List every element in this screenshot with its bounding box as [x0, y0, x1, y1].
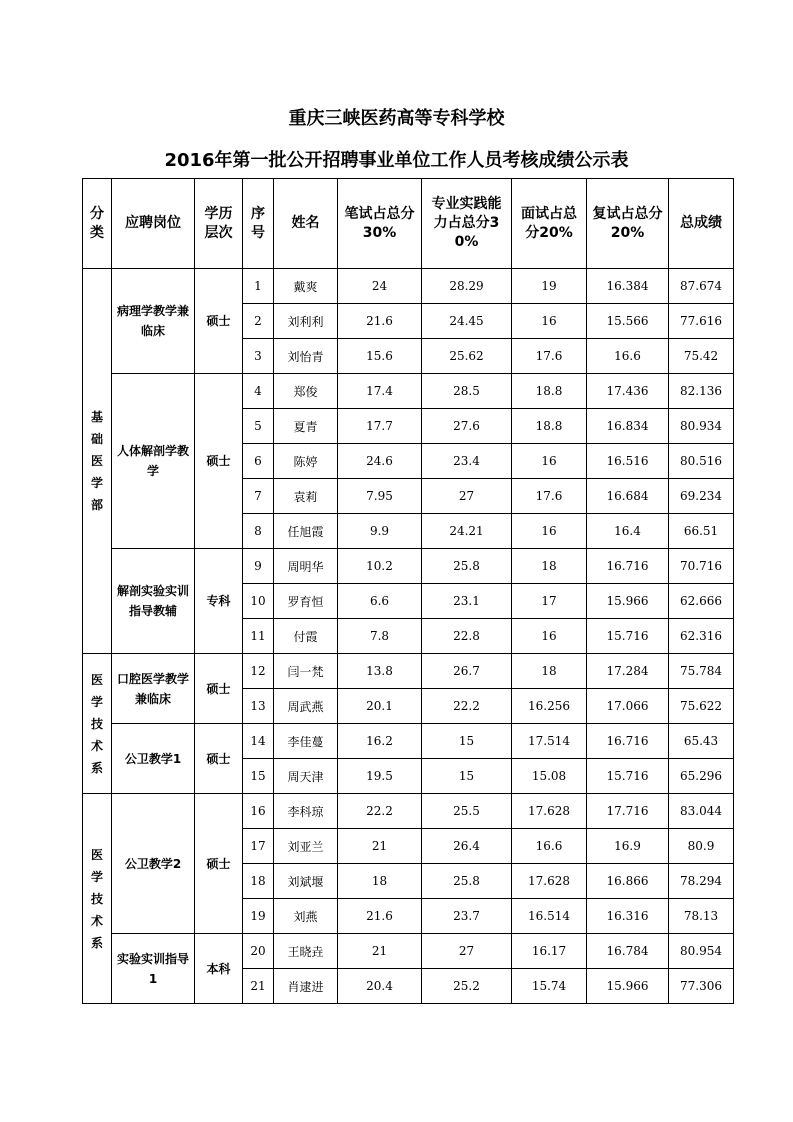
- retest-cell: 17.284: [587, 654, 669, 689]
- name-cell: 周武燕: [274, 689, 338, 724]
- interview-cell: 16.6: [512, 829, 587, 864]
- seq-cell: 21: [243, 969, 274, 1004]
- interview-cell: 16.256: [512, 689, 587, 724]
- table-row: [83, 794, 734, 829]
- written-cell: 20.4: [338, 969, 422, 1004]
- practice-cell: 23.7: [422, 899, 512, 934]
- retest-cell: 17.716: [587, 794, 669, 829]
- name-cell: 付霞: [274, 619, 338, 654]
- interview-cell: 16: [512, 304, 587, 339]
- position-cell: 实验实训指导1: [112, 934, 195, 1004]
- written-cell: 9.9: [338, 514, 422, 549]
- education-cell: 硕士: [195, 654, 243, 724]
- practice-cell: 25.2: [422, 969, 512, 1004]
- name-cell: 刘亚兰: [274, 829, 338, 864]
- written-cell: 24.6: [338, 444, 422, 479]
- interview-cell: 17.514: [512, 724, 587, 759]
- seq-cell: 4: [243, 374, 274, 409]
- total-cell: 80.516: [669, 444, 734, 479]
- retest-cell: 16.684: [587, 479, 669, 514]
- practice-cell: 27: [422, 479, 512, 514]
- practice-cell: 28.5: [422, 374, 512, 409]
- practice-cell: 24.45: [422, 304, 512, 339]
- practice-cell: 15: [422, 759, 512, 794]
- table-row: [83, 374, 734, 409]
- interview-cell: 16.514: [512, 899, 587, 934]
- written-cell: 17.7: [338, 409, 422, 444]
- seq-cell: 13: [243, 689, 274, 724]
- retest-cell: 16.316: [587, 899, 669, 934]
- practice-cell: 25.8: [422, 549, 512, 584]
- seq-cell: 10: [243, 584, 274, 619]
- total-cell: 77.616: [669, 304, 734, 339]
- retest-cell: 16.516: [587, 444, 669, 479]
- practice-cell: 24.21: [422, 514, 512, 549]
- interview-cell: 17.6: [512, 339, 587, 374]
- seq-cell: 2: [243, 304, 274, 339]
- seq-cell: 14: [243, 724, 274, 759]
- name-cell: 周天津: [274, 759, 338, 794]
- position-cell: 人体解剖学教学: [112, 374, 195, 549]
- seq-cell: 8: [243, 514, 274, 549]
- header-education: 学历层次: [195, 179, 243, 269]
- written-cell: 18: [338, 864, 422, 899]
- interview-cell: 18: [512, 654, 587, 689]
- written-cell: 20.1: [338, 689, 422, 724]
- position-cell: 解剖实验实训指导教辅: [112, 549, 195, 654]
- retest-cell: 15.966: [587, 969, 669, 1004]
- header-category: 分类: [83, 179, 112, 269]
- education-cell: 硕士: [195, 374, 243, 549]
- position-cell: 公卫教学2: [112, 794, 195, 934]
- retest-cell: 16.784: [587, 934, 669, 969]
- written-cell: 15.6: [338, 339, 422, 374]
- total-cell: 80.9: [669, 829, 734, 864]
- written-cell: 13.8: [338, 654, 422, 689]
- category-cell: 基础医学部: [83, 269, 112, 654]
- retest-cell: 15.716: [587, 759, 669, 794]
- name-cell: 李科琼: [274, 794, 338, 829]
- retest-cell: 16.834: [587, 409, 669, 444]
- practice-cell: 25.5: [422, 794, 512, 829]
- written-cell: 17.4: [338, 374, 422, 409]
- total-cell: 78.294: [669, 864, 734, 899]
- interview-cell: 17.6: [512, 479, 587, 514]
- written-cell: 21: [338, 829, 422, 864]
- seq-cell: 7: [243, 479, 274, 514]
- practice-cell: 28.29: [422, 269, 512, 304]
- position-cell: 病理学教学兼临床: [112, 269, 195, 374]
- total-cell: 69.234: [669, 479, 734, 514]
- retest-cell: 16.716: [587, 724, 669, 759]
- seq-cell: 19: [243, 899, 274, 934]
- interview-cell: 16: [512, 444, 587, 479]
- practice-cell: 22.8: [422, 619, 512, 654]
- name-cell: 李佳蔓: [274, 724, 338, 759]
- seq-cell: 16: [243, 794, 274, 829]
- seq-cell: 1: [243, 269, 274, 304]
- name-cell: 周明华: [274, 549, 338, 584]
- practice-cell: 26.4: [422, 829, 512, 864]
- header-name: 姓名: [274, 179, 338, 269]
- written-cell: 16.2: [338, 724, 422, 759]
- total-cell: 80.954: [669, 934, 734, 969]
- name-cell: 刘怡青: [274, 339, 338, 374]
- practice-cell: 23.1: [422, 584, 512, 619]
- document-subtitle: 2016年第一批公开招聘事业单位工作人员考核成绩公示表: [164, 150, 629, 171]
- position-cell: 口腔医学教学兼临床: [112, 654, 195, 724]
- score-table: [82, 178, 734, 1004]
- education-cell: 硕士: [195, 724, 243, 794]
- practice-cell: 25.62: [422, 339, 512, 374]
- total-cell: 66.51: [669, 514, 734, 549]
- total-cell: 77.306: [669, 969, 734, 1004]
- header-interview: 面试占总分20%: [512, 179, 587, 269]
- header-practice: 专业实践能力占总分30%: [422, 179, 512, 269]
- written-cell: 6.6: [338, 584, 422, 619]
- written-cell: 7.95: [338, 479, 422, 514]
- seq-cell: 17: [243, 829, 274, 864]
- written-cell: 21.6: [338, 304, 422, 339]
- name-cell: 闫一梵: [274, 654, 338, 689]
- name-cell: 刘斌堰: [274, 864, 338, 899]
- total-cell: 75.784: [669, 654, 734, 689]
- practice-cell: 26.7: [422, 654, 512, 689]
- education-cell: 硕士: [195, 794, 243, 934]
- seq-cell: 11: [243, 619, 274, 654]
- education-cell: 硕士: [195, 269, 243, 374]
- written-cell: 22.2: [338, 794, 422, 829]
- seq-cell: 15: [243, 759, 274, 794]
- retest-cell: 15.716: [587, 619, 669, 654]
- interview-cell: 15.74: [512, 969, 587, 1004]
- practice-cell: 25.8: [422, 864, 512, 899]
- seq-cell: 6: [243, 444, 274, 479]
- header-total: 总成绩: [669, 179, 734, 269]
- written-cell: 10.2: [338, 549, 422, 584]
- seq-cell: 3: [243, 339, 274, 374]
- education-cell: 本科: [195, 934, 243, 1004]
- seq-cell: 18: [243, 864, 274, 899]
- seq-cell: 5: [243, 409, 274, 444]
- name-cell: 袁莉: [274, 479, 338, 514]
- interview-cell: 17.628: [512, 794, 587, 829]
- total-cell: 82.136: [669, 374, 734, 409]
- retest-cell: 16.9: [587, 829, 669, 864]
- table-row: [83, 724, 734, 759]
- retest-cell: 15.966: [587, 584, 669, 619]
- interview-cell: 15.08: [512, 759, 587, 794]
- total-cell: 70.716: [669, 549, 734, 584]
- interview-cell: 16: [512, 514, 587, 549]
- score-table-body: [83, 269, 734, 1004]
- practice-cell: 22.2: [422, 689, 512, 724]
- written-cell: 24: [338, 269, 422, 304]
- total-cell: 65.43: [669, 724, 734, 759]
- total-cell: 78.13: [669, 899, 734, 934]
- interview-cell: 19: [512, 269, 587, 304]
- total-cell: 62.666: [669, 584, 734, 619]
- retest-cell: 16.6: [587, 339, 669, 374]
- interview-cell: 18.8: [512, 374, 587, 409]
- name-cell: 刘利利: [274, 304, 338, 339]
- practice-cell: 27.6: [422, 409, 512, 444]
- written-cell: 7.8: [338, 619, 422, 654]
- total-cell: 75.42: [669, 339, 734, 374]
- retest-cell: 16.384: [587, 269, 669, 304]
- interview-cell: 18: [512, 549, 587, 584]
- retest-cell: 16.866: [587, 864, 669, 899]
- practice-cell: 27: [422, 934, 512, 969]
- total-cell: 62.316: [669, 619, 734, 654]
- name-cell: 肖逮进: [274, 969, 338, 1004]
- practice-cell: 15: [422, 724, 512, 759]
- interview-cell: 18.8: [512, 409, 587, 444]
- document-title: 重庆三峡医药高等专科学校: [288, 108, 505, 129]
- retest-cell: 15.566: [587, 304, 669, 339]
- table-row: [83, 269, 734, 304]
- written-cell: 21: [338, 934, 422, 969]
- total-cell: 75.622: [669, 689, 734, 724]
- header-position: 应聘岗位: [112, 179, 195, 269]
- total-cell: 83.044: [669, 794, 734, 829]
- category-cell: 医学技术系: [83, 654, 112, 794]
- interview-cell: 16.17: [512, 934, 587, 969]
- written-cell: 21.6: [338, 899, 422, 934]
- header-seq: 序号: [243, 179, 274, 269]
- name-cell: 罗育恒: [274, 584, 338, 619]
- interview-cell: 16: [512, 619, 587, 654]
- interview-cell: 17: [512, 584, 587, 619]
- table-row: [83, 654, 734, 689]
- header-retest: 复试占总分20%: [587, 179, 669, 269]
- interview-cell: 17.628: [512, 864, 587, 899]
- retest-cell: 16.4: [587, 514, 669, 549]
- category-cell: 医学技术系: [83, 794, 112, 1004]
- written-cell: 19.5: [338, 759, 422, 794]
- position-cell: 公卫教学1: [112, 724, 195, 794]
- name-cell: 任旭霞: [274, 514, 338, 549]
- seq-cell: 9: [243, 549, 274, 584]
- total-cell: 65.296: [669, 759, 734, 794]
- seq-cell: 12: [243, 654, 274, 689]
- table-row: [83, 934, 734, 969]
- header-written: 笔试占总分30%: [338, 179, 422, 269]
- practice-cell: 23.4: [422, 444, 512, 479]
- name-cell: 郑俊: [274, 374, 338, 409]
- education-cell: 专科: [195, 549, 243, 654]
- name-cell: 王晓垚: [274, 934, 338, 969]
- retest-cell: 16.716: [587, 549, 669, 584]
- total-cell: 80.934: [669, 409, 734, 444]
- retest-cell: 17.066: [587, 689, 669, 724]
- name-cell: 刘燕: [274, 899, 338, 934]
- header-row: [83, 179, 734, 269]
- seq-cell: 20: [243, 934, 274, 969]
- name-cell: 戴爽: [274, 269, 338, 304]
- total-cell: 87.674: [669, 269, 734, 304]
- name-cell: 陈婷: [274, 444, 338, 479]
- retest-cell: 17.436: [587, 374, 669, 409]
- name-cell: 夏青: [274, 409, 338, 444]
- table-row: [83, 549, 734, 584]
